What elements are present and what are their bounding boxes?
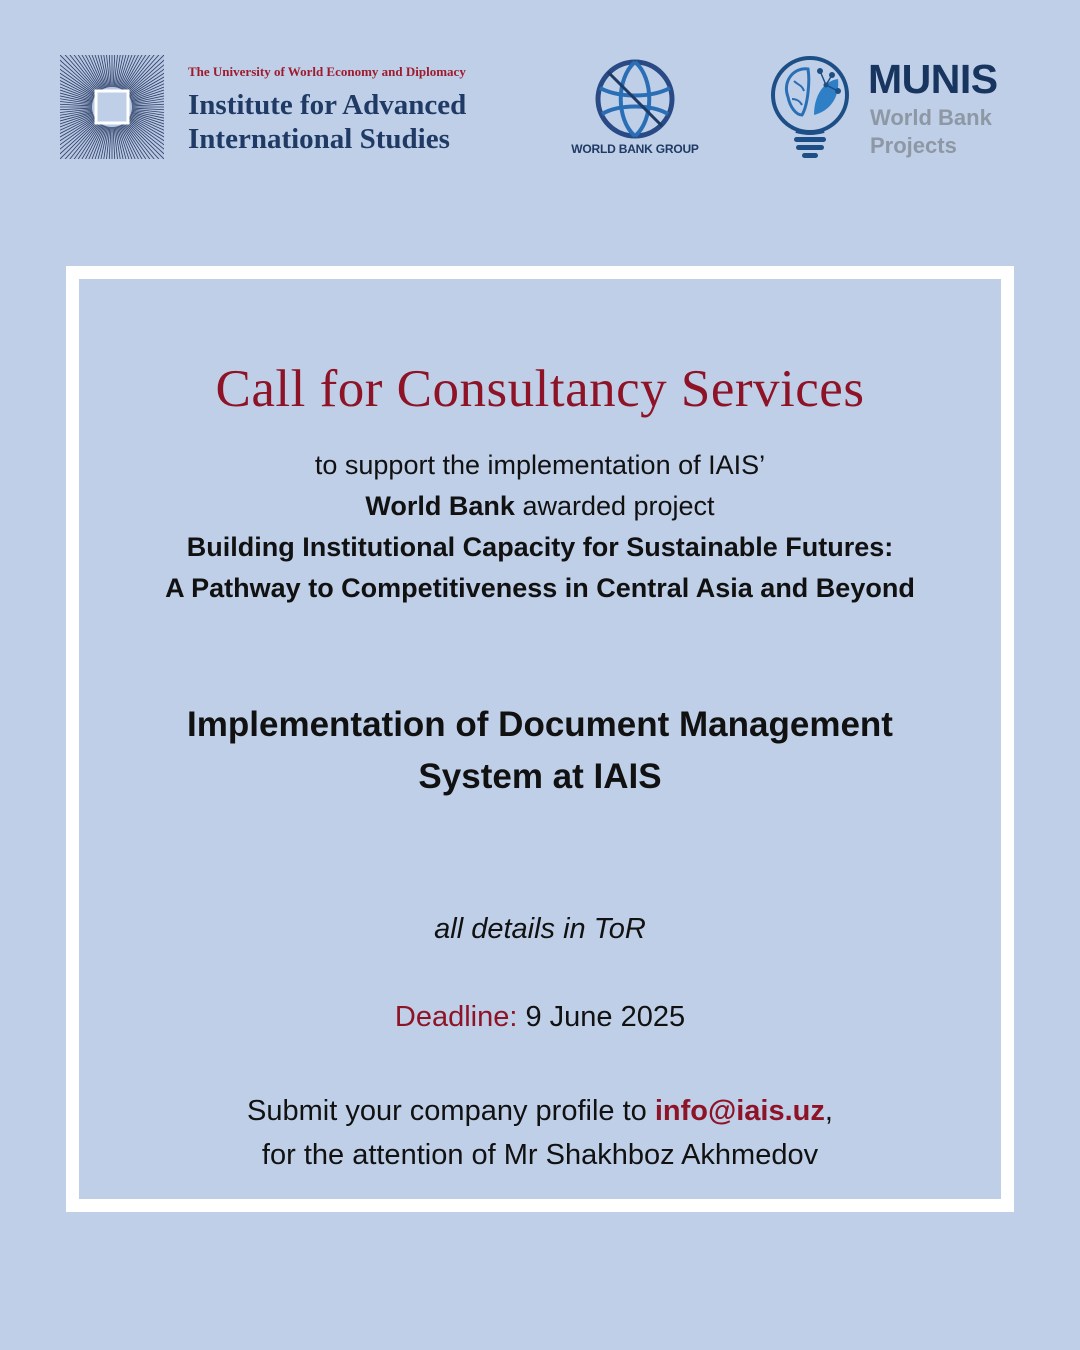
institute-name-line-2: International Studies: [188, 123, 450, 155]
submit-line: [79, 1089, 1001, 1133]
announcement-card: [66, 266, 1014, 1212]
university-name: The University of World Economy and Diplomacy: [188, 64, 466, 79]
deadline-value: 9 June 2025: [517, 1001, 686, 1033]
call-title: Call for Consultancy Services: [215, 360, 865, 418]
submit-suffix: ,: [824, 1095, 833, 1127]
submit-prefix: Submit your company profile to: [247, 1095, 655, 1127]
munis-subtitle-line-2: Projects: [870, 133, 957, 158]
munis-title: MUNIS: [868, 56, 998, 102]
attention-line: for the attention of Mr Shakhboz Akhmedov: [261, 1139, 819, 1171]
header: [0, 0, 1080, 200]
assignment-title-line-2: System at IAIS: [418, 757, 662, 796]
contact-email-link[interactable]: info@iais.uz: [654, 1095, 825, 1127]
world-bank-emphasis: World Bank: [365, 491, 515, 521]
iais-sunburst-logo-icon: [60, 55, 164, 159]
project-title-line-2: A Pathway to Competitiveness in Central Asia and Beyond: [165, 573, 915, 603]
project-title-line-1: Building Institutional Capacity for Sustainable Futures:: [186, 532, 894, 562]
iais-wordmark: [188, 64, 518, 156]
world-bank-globe-icon: [594, 58, 676, 140]
submission-instructions: [79, 1089, 1001, 1177]
deadline: [79, 1001, 1001, 1034]
intro-line-2: [79, 490, 1001, 522]
munis-subtitle-line-1: World Bank: [870, 105, 992, 130]
assignment-title: [79, 699, 1001, 803]
details-note: all details in ToR: [434, 913, 646, 945]
intro-line-2-rest: awarded project: [514, 491, 715, 521]
intro-line-1: to support the implementation of IAIS’: [314, 450, 766, 480]
world-bank-group-label: WORLD BANK GROUP: [571, 142, 699, 156]
deadline-label: Deadline:: [394, 1001, 518, 1033]
institute-name: [188, 88, 518, 156]
institute-name-line-1: Institute for Advanced: [188, 89, 467, 121]
munis-brain-bulb-icon: [768, 55, 852, 159]
munis-subtitle: [870, 104, 992, 160]
assignment-title-line-1: Implementation of Document Management: [187, 705, 893, 744]
